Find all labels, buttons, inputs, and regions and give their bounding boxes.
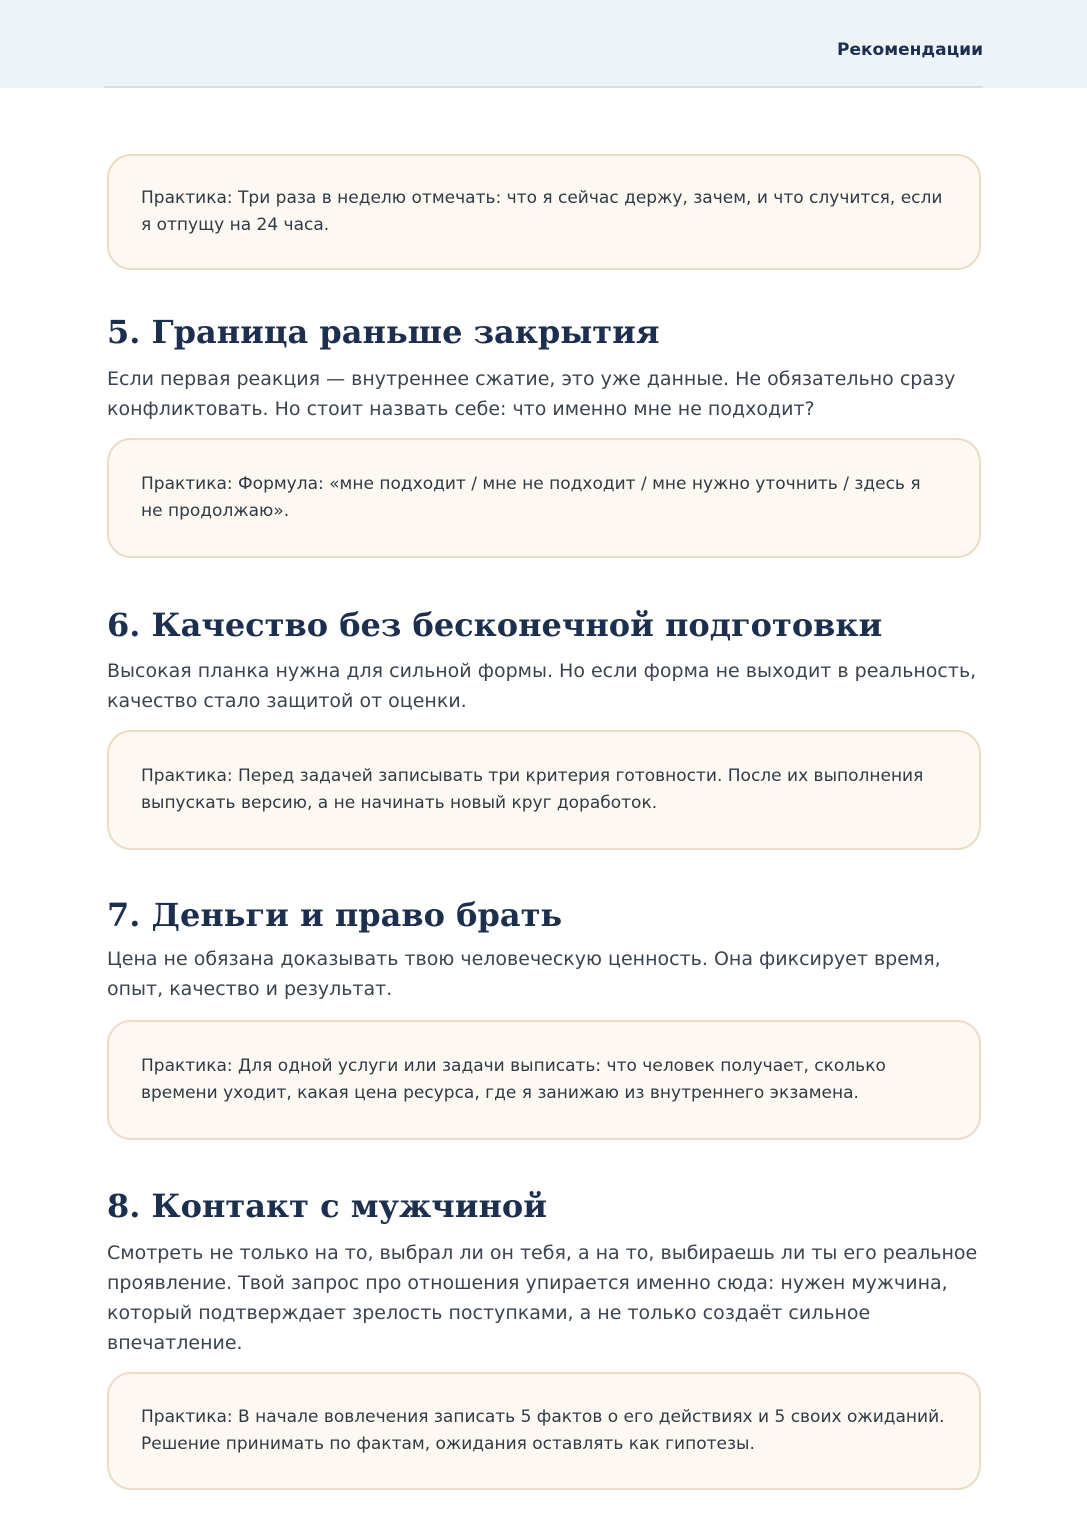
- section-body: Высокая планка нужна для сильной формы. Но если форма не выходит в реальность, качество стало защитой от оценки.: [107, 660, 977, 712]
- header-divider: [104, 86, 983, 88]
- practice-box: [107, 1372, 981, 1490]
- practice-text: [141, 185, 947, 239]
- practice-content: Перед задачей записывать три критерия готовности. После их выполнения выпускать версию, а не начинать новый круг доработок.: [141, 766, 924, 813]
- practice-text: [141, 1404, 947, 1458]
- section-title: 7. Деньги и право брать: [107, 896, 563, 934]
- section-title: 6. Качество без бесконечной подготовки: [107, 606, 883, 644]
- page-header: [0, 0, 1087, 88]
- practice-content: Для одной услуги или задачи выписать: что человек получает, сколько времени уходит, какая цена ресурса, где я занижаю из внутреннего экзамена.: [141, 1056, 886, 1103]
- practice-text: [141, 471, 947, 525]
- practice-label: Практика:: [141, 766, 233, 786]
- practice-content: В начале вовлечения записать 5 фактов о его действиях и 5 своих ожиданий. Решение принимать по фактам, ожидания оставлять как гипотезы.: [141, 1407, 945, 1454]
- practice-label: Практика:: [141, 188, 233, 208]
- practice-box: [107, 730, 981, 850]
- practice-text: [141, 763, 947, 817]
- practice-label: Практика:: [141, 1407, 233, 1427]
- practice-content: Три раза в неделю отмечать: что я сейчас держу, зачем, и что случится, если я отпущу на 24 часа.: [141, 188, 943, 235]
- section-title: 5. Граница раньше закрытия: [107, 313, 660, 351]
- practice-box: [107, 1020, 981, 1140]
- practice-label: Практика:: [141, 1056, 233, 1076]
- practice-label: Практика:: [141, 474, 233, 494]
- practice-text: [141, 1053, 947, 1107]
- section-body: Смотреть не только на то, выбрал ли он тебя, а на то, выбираешь ли ты его реальное проявление. Твой запрос про отношения упирается именно сюда: нужен мужчина, который подтверждает зрелость поступками, а не только создаёт сильное впечатление.: [107, 1242, 978, 1354]
- section-title: 8. Контакт с мужчиной: [107, 1187, 547, 1225]
- practice-content: Формула: «мне подходит / мне не подходит / мне нужно уточнить / здесь я не продолжаю».: [141, 474, 921, 521]
- section-body: Цена не обязана доказывать твою человеческую ценность. Она фиксирует время, опыт, качество и результат.: [107, 948, 941, 1000]
- practice-box: [107, 438, 981, 558]
- section-body: Если первая реакция — внутреннее сжатие, это уже данные. Не обязательно сразу конфликтовать. Но стоит назвать себе: что именно мне не подходит?: [107, 368, 956, 420]
- practice-box: [107, 154, 981, 270]
- header-title: Рекомендации: [836, 40, 983, 60]
